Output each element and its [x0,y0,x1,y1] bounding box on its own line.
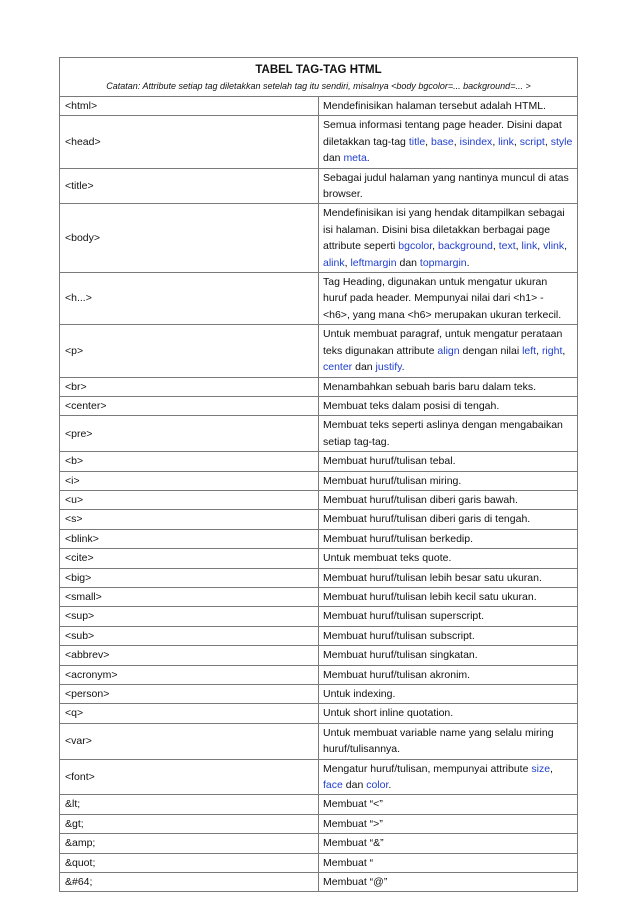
description-text: Membuat huruf/tulisan akronim. [323,668,471,681]
table-row [60,529,578,548]
tag-cell: <blink> [60,529,319,548]
tag-cell: <i> [60,471,319,490]
tag-cell: <center> [60,396,319,415]
table-row [60,490,578,509]
tag-cell: <cite> [60,549,319,568]
description-text: dan [342,779,367,792]
tag-cell: <br> [60,377,319,396]
attribute-name: align [437,344,460,357]
tag-cell: &gt; [60,814,319,833]
description-cell [319,704,578,723]
description-cell [319,325,578,377]
table-row [60,607,578,626]
tag-cell: <body> [60,204,319,273]
description-text: Menambahkan sebuah baris baru dalam teks. [323,380,537,393]
description-cell [319,723,578,759]
attribute-name: style [550,135,573,148]
description-text: , [544,135,551,148]
tag-cell: &#64; [60,873,319,892]
table-row [60,97,578,116]
tag-cell: &lt; [60,795,319,814]
description-text: Mengatur huruf/tulisan, mempunyai attribute [323,762,532,775]
tag-cell: <html> [60,97,319,116]
description-cell [319,529,578,548]
description-text: Membuat “<” [323,798,383,811]
attribute-name: meta [343,152,367,165]
attribute-name: color [366,779,389,792]
table-row [60,626,578,645]
attribute-name: left [522,344,537,357]
description-text: Membuat huruf/tulisan subscript. [323,629,475,642]
table-body [60,58,578,892]
description-cell [319,273,578,325]
description-text: , [492,135,499,148]
description-cell [319,568,578,587]
table-header-cell [60,58,578,97]
description-text: Membuat huruf/tulisan diberi garis di tengah. [323,513,531,526]
description-text: Untuk short inline quotation. [323,707,454,720]
tag-cell: <sup> [60,607,319,626]
description-cell [319,814,578,833]
table-row [60,471,578,490]
table-row [60,549,578,568]
table-row [60,416,578,452]
attribute-name: title [408,135,426,148]
tag-cell: <b> [60,452,319,471]
attribute-name: size [531,762,551,775]
description-text: . [366,152,370,165]
description-text: Membuat huruf/tulisan diberi garis bawah. [323,493,518,506]
description-cell [319,471,578,490]
attribute-name: link [521,240,538,253]
table-row [60,873,578,892]
description-text: . [401,361,405,374]
tag-cell: <pre> [60,416,319,452]
description-cell [319,853,578,872]
description-cell [319,396,578,415]
description-text: , [453,135,460,148]
attribute-name: isindex [459,135,493,148]
table-row [60,685,578,704]
description-text: Membuat huruf/tulisan superscript. [323,610,485,623]
description-cell [319,510,578,529]
description-text: Membuat “ [323,856,374,869]
description-text: Membuat huruf/tulisan lebih kecil satu ukuran. [323,590,537,603]
table-row [60,116,578,168]
tag-cell: <abbrev> [60,646,319,665]
description-text: , [425,135,431,148]
description-cell [319,685,578,704]
description-text: Membuat huruf/tulisan lebih besar satu ukuran. [323,571,542,584]
tag-cell: <small> [60,587,319,606]
description-cell [319,204,578,273]
description-text: Untuk membuat teks quote. [323,552,452,565]
tag-cell: <font> [60,759,319,795]
attribute-name: justify [375,361,402,374]
table-row [60,853,578,872]
table-row [60,568,578,587]
description-cell [319,834,578,853]
description-cell [319,626,578,645]
description-text: . [466,256,470,269]
table-row [60,325,578,377]
attribute-name: leftmargin [350,256,397,269]
attribute-name: text [498,240,516,253]
description-text: , [564,240,568,253]
description-text: dan [352,361,376,374]
table-row [60,510,578,529]
description-text: dan [396,256,420,269]
tag-cell: <person> [60,685,319,704]
description-text: , [536,344,542,357]
description-cell [319,549,578,568]
description-text: Membuat “>” [323,817,383,830]
table-note: Catatan: Attribute setiap tag diletakkan setelah tag itu sendiri, misalnya <body bgcolor=... background=... > [106,81,531,91]
attribute-name: center [323,361,353,374]
description-text: Membuat huruf/tulisan singkatan. [323,649,478,662]
description-text: , [515,240,522,253]
description-cell [319,116,578,168]
html-tags-table [59,57,578,892]
table-row [60,168,578,204]
description-text: , [537,240,544,253]
description-text: , [492,240,499,253]
table-row [60,452,578,471]
description-text: Semua informasi tentang page header. Disini dapat diletakkan tag-tag [323,119,562,148]
table-row [60,646,578,665]
description-text: Membuat “&” [323,837,384,850]
table-title: TABEL TAG-TAG HTML [255,64,382,76]
attribute-name: base [431,135,454,148]
description-text: Untuk membuat variable name yang selalu miring huruf/tulisannya. [323,726,554,756]
attribute-name: background [438,240,493,253]
tag-cell: <p> [60,325,319,377]
table-row [60,814,578,833]
table-row [60,665,578,684]
table-row [60,587,578,606]
description-text: . [388,779,392,792]
description-cell [319,490,578,509]
attribute-name: bgcolor [398,240,433,253]
description-cell [319,168,578,204]
tag-cell: <h...> [60,273,319,325]
attribute-name: right [541,344,563,357]
description-text: , [562,344,566,357]
description-cell [319,587,578,606]
description-text: , [344,256,351,269]
description-text: Membuat huruf/tulisan tebal. [323,455,456,468]
table-header-row [60,58,578,97]
tag-cell: <big> [60,568,319,587]
tag-cell: <var> [60,723,319,759]
description-text: Membuat huruf/tulisan miring. [323,474,462,487]
description-cell [319,416,578,452]
tag-cell: <head> [60,116,319,168]
description-cell [319,873,578,892]
description-cell [319,665,578,684]
description-text: Membuat huruf/tulisan berkedip. [323,532,473,545]
tag-cell: <q> [60,704,319,723]
attribute-name: vlink [543,240,565,253]
description-cell [319,607,578,626]
description-cell [319,377,578,396]
attribute-name: face [323,779,343,792]
table-row [60,795,578,814]
table-row [60,377,578,396]
description-text: Sebagai judul halaman yang nantinya muncul di atas browser. [323,171,569,201]
tag-cell: <acronym> [60,665,319,684]
table-row [60,273,578,325]
description-text: , [513,135,520,148]
attribute-name: alink [323,256,345,269]
tag-cell: <sub> [60,626,319,645]
description-text: Membuat teks seperti aslinya dengan mengabaikan setiap tag-tag. [323,419,563,448]
description-cell [319,759,578,795]
description-text: , [550,762,553,775]
attribute-name: script [519,135,545,148]
table-row [60,834,578,853]
description-text: Membuat teks dalam posisi di tengah. [323,399,500,412]
description-text: Mendefinisikan halaman tersebut adalah HTML. [323,100,546,112]
description-text: dengan nilai [459,344,523,357]
table-row [60,396,578,415]
description-text: Untuk indexing. [323,688,396,700]
description-text: Tag Heading, digunakan untuk mengatur ukuran huruf pada header. Mempunyai nilai dari <h1> - <h6>, yang mana <h6> merupakan ukuran terkecil. [323,276,562,321]
tag-cell: <u> [60,490,319,509]
description-cell [319,97,578,116]
description-cell [319,452,578,471]
attribute-name: topmargin [419,256,467,269]
description-cell [319,646,578,665]
tag-cell: &quot; [60,853,319,872]
table-row [60,204,578,273]
tag-cell: <s> [60,510,319,529]
tag-cell: <title> [60,168,319,204]
table-row [60,723,578,759]
description-text: Membuat “@” [323,876,388,889]
table-row [60,704,578,723]
description-text: Mendefinisikan isi yang hendak ditampilkan sebagai isi halaman. Disini bisa diletakkan berbagai page attribute seperti [323,207,565,253]
document-page [59,57,578,892]
description-cell [319,795,578,814]
tag-cell: &amp; [60,834,319,853]
description-text: , [432,240,438,253]
description-text: dan [323,152,344,165]
description-text: Untuk membuat paragraf, untuk mengatur perataan teks digunakan attribute [323,328,563,357]
attribute-name: link [498,135,514,148]
table-row [60,759,578,795]
